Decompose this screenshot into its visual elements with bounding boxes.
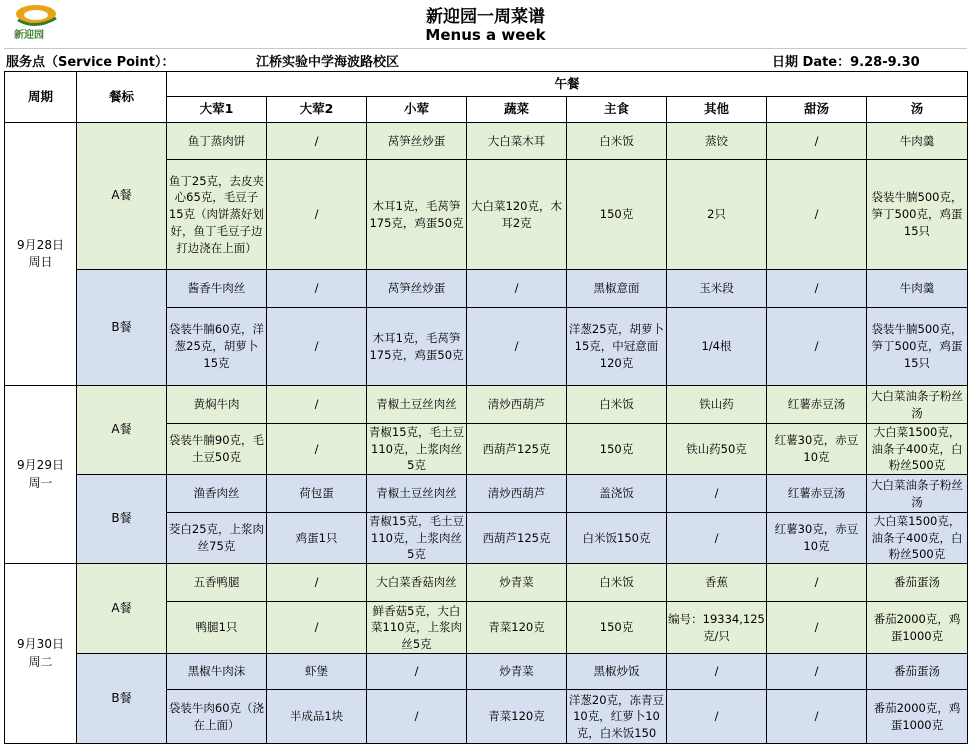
header-dish-small-meat: 小荤 xyxy=(367,97,467,123)
menu-row xyxy=(5,123,968,160)
meal-label: B餐 xyxy=(77,475,167,564)
day-cell xyxy=(5,123,77,386)
page-subtitle: Menus a week xyxy=(425,26,546,44)
menu-row xyxy=(5,270,968,308)
dish-name-cell: 白米饭 xyxy=(567,123,667,160)
dish-spec-cell: / xyxy=(267,308,367,386)
dish-spec-cell: 鸡蛋1只 xyxy=(267,513,367,564)
dish-spec-cell: / xyxy=(367,690,467,744)
dish-name-cell: 牛肉羹 xyxy=(867,123,968,160)
dish-name-cell: 莴笋丝炒蛋 xyxy=(367,270,467,308)
logo-text: 新迎园 xyxy=(14,30,44,41)
dish-name-cell: 大白菜油条子粉丝汤 xyxy=(867,475,968,513)
dish-name-cell: 盖浇饭 xyxy=(567,475,667,513)
dish-spec-cell: / xyxy=(267,160,367,270)
dish-spec-cell: 鲜香菇5克，大白菜110克，上浆肉丝5克 xyxy=(367,602,467,654)
dish-spec-cell: 青菜120克 xyxy=(467,690,567,744)
menu-row xyxy=(5,475,968,513)
dish-name-cell: / xyxy=(767,270,867,308)
header-dish-staple: 主食 xyxy=(567,97,667,123)
header-dish-big-meat-2: 大荤2 xyxy=(267,97,367,123)
service-point-value: 江桥实验中学海波路校区 xyxy=(256,55,400,70)
dish-name-cell: / xyxy=(267,270,367,308)
dish-spec-cell: / xyxy=(767,160,867,270)
day-cell xyxy=(5,564,77,744)
dish-name-cell: 番茄蛋汤 xyxy=(867,654,968,690)
header-dish-soup: 汤 xyxy=(867,97,968,123)
dish-spec-cell: 半成品1块 xyxy=(267,690,367,744)
dish-spec-cell: 青菜120克 xyxy=(467,602,567,654)
dish-spec-cell: 白米饭150克 xyxy=(567,513,667,564)
dish-name-cell: 黑椒炒饭 xyxy=(567,654,667,690)
dish-spec-cell: 编号：19334,125克/只 xyxy=(667,602,767,654)
dish-spec-cell: 茭白25克，上浆肉丝75克 xyxy=(167,513,267,564)
dish-spec-cell: 鸭腿1只 xyxy=(167,602,267,654)
day-cell xyxy=(5,386,77,564)
dish-name-cell: 番茄蛋汤 xyxy=(867,564,968,602)
day-weekday: 周二 xyxy=(28,654,53,669)
dish-name-cell: 大白菜木耳 xyxy=(467,123,567,160)
dish-spec-cell: 番茄2000克，鸡蛋1000克 xyxy=(867,690,968,744)
dish-name-cell: 蒸饺 xyxy=(667,123,767,160)
dish-spec-cell: 1/4根 xyxy=(667,308,767,386)
menu-row xyxy=(5,564,968,602)
header-dish-other: 其他 xyxy=(667,97,767,123)
dish-spec-cell: 袋装牛肉60克（浇在上面） xyxy=(167,690,267,744)
dish-name-cell: / xyxy=(767,564,867,602)
dish-name-cell: / xyxy=(267,123,367,160)
dish-spec-cell: 大白菜1500克，油条子400克，白粉丝500克 xyxy=(867,513,968,564)
dish-spec-cell: 红薯30克，赤豆10克 xyxy=(767,424,867,475)
dish-name-cell: / xyxy=(667,475,767,513)
dish-spec-cell: 大白菜120克，木耳2克 xyxy=(467,160,567,270)
dish-spec-cell: 袋装牛腩500克，笋丁500克，鸡蛋15只 xyxy=(867,308,968,386)
page-title: 新迎园一周菜谱 xyxy=(426,7,545,27)
meal-label: A餐 xyxy=(77,564,167,654)
dish-name-cell: 黑椒意面 xyxy=(567,270,667,308)
dish-spec-cell: / xyxy=(767,308,867,386)
dish-spec-cell: 150克 xyxy=(567,160,667,270)
dish-spec-cell: 西葫芦125克 xyxy=(467,513,567,564)
header-dish-vegetable: 蔬菜 xyxy=(467,97,567,123)
dish-spec-cell: 袋装牛腩500克，笋丁500克，鸡蛋15只 xyxy=(867,160,968,270)
dish-name-cell: 玉米段 xyxy=(667,270,767,308)
day-weekday: 周一 xyxy=(28,475,53,490)
dish-name-cell: 炒青菜 xyxy=(467,564,567,602)
menu-table xyxy=(4,71,968,744)
menu-row xyxy=(5,386,968,424)
dish-spec-cell: 番茄2000克，鸡蛋1000克 xyxy=(867,602,968,654)
day-date: 9月28日 xyxy=(17,237,64,252)
dish-name-cell: 五香鸭腿 xyxy=(167,564,267,602)
menu-row xyxy=(5,654,968,690)
meal-label: A餐 xyxy=(77,386,167,475)
day-date: 9月30日 xyxy=(17,637,64,652)
dish-spec-cell: 西葫芦125克 xyxy=(467,424,567,475)
service-point-label: 服务点（Service Point）： xyxy=(6,55,175,70)
dish-spec-cell: / xyxy=(667,690,767,744)
dish-name-cell: 红薯赤豆汤 xyxy=(767,475,867,513)
dish-spec-cell: 大白菜1500克，油条子400克，白粉丝500克 xyxy=(867,424,968,475)
dish-name-cell: / xyxy=(467,270,567,308)
dish-name-cell: / xyxy=(267,386,367,424)
dish-name-cell: 白米饭 xyxy=(567,564,667,602)
header-dish-big-meat-1: 大荤1 xyxy=(167,97,267,123)
dish-name-cell: 炒青菜 xyxy=(467,654,567,690)
dish-spec-cell: / xyxy=(467,308,567,386)
dish-name-cell: / xyxy=(667,654,767,690)
header-divider xyxy=(4,48,967,49)
dish-spec-cell: 袋装牛腩60克，洋葱25克，胡萝卜15克 xyxy=(167,308,267,386)
dish-name-cell: 白米饭 xyxy=(567,386,667,424)
dish-name-cell: 大白菜香菇肉丝 xyxy=(367,564,467,602)
dish-name-cell: 牛肉羹 xyxy=(867,270,968,308)
dish-spec-cell: 青椒15克，毛土豆110克，上浆肉丝5克 xyxy=(367,513,467,564)
dish-name-cell: 黄焖牛肉 xyxy=(167,386,267,424)
dish-name-cell: 香蕉 xyxy=(667,564,767,602)
dish-name-cell: 清炒西葫芦 xyxy=(467,386,567,424)
day-date: 9月29日 xyxy=(17,458,64,473)
header-meal-type: 餐标 xyxy=(77,72,167,123)
dish-spec-cell: 150克 xyxy=(567,424,667,475)
menu-body xyxy=(5,123,968,744)
dish-name-cell: / xyxy=(367,654,467,690)
header-week: 周期 xyxy=(5,72,77,123)
dish-name-cell: 大白菜油条子粉丝汤 xyxy=(867,386,968,424)
date-range: 日期 Date：9.28-9.30 xyxy=(772,55,920,70)
header-dish-dessert-soup: 甜汤 xyxy=(767,97,867,123)
day-weekday: 周日 xyxy=(28,255,53,269)
dish-spec-cell: / xyxy=(667,513,767,564)
dish-name-cell: 青椒土豆丝肉丝 xyxy=(367,386,467,424)
dish-spec-cell: 袋装牛腩90克，毛土豆50克 xyxy=(167,424,267,475)
dish-name-cell: 莴笋丝炒蛋 xyxy=(367,123,467,160)
dish-spec-cell: / xyxy=(767,690,867,744)
dish-spec-cell: 红薯30克，赤豆10克 xyxy=(767,513,867,564)
dish-name-cell: / xyxy=(767,654,867,690)
dish-name-cell: / xyxy=(767,123,867,160)
dish-spec-cell: 洋葱25克，胡萝卜15克，中冠意面120克 xyxy=(567,308,667,386)
dish-name-cell: 铁山药 xyxy=(667,386,767,424)
dish-name-cell: 荷包蛋 xyxy=(267,475,367,513)
dish-spec-cell: 铁山药50克 xyxy=(667,424,767,475)
meal-label: B餐 xyxy=(77,270,167,386)
header-lunch: 午餐 xyxy=(167,72,968,97)
dish-name-cell: 黑椒牛肉沫 xyxy=(167,654,267,690)
dish-spec-cell: / xyxy=(267,424,367,475)
dish-spec-cell: 鱼丁25克，去皮夹心65克，毛豆子15克（肉饼蒸好划好，鱼丁毛豆子边打边浇在上面） xyxy=(167,160,267,270)
dish-name-cell: 虾堡 xyxy=(267,654,367,690)
dish-spec-cell: 150克 xyxy=(567,602,667,654)
dish-spec-cell: 木耳1克，毛莴笋175克，鸡蛋50克 xyxy=(367,160,467,270)
dish-name-cell: / xyxy=(267,564,367,602)
dish-name-cell: 鱼丁蒸肉饼 xyxy=(167,123,267,160)
dish-spec-cell: 木耳1克，毛莴笋175克，鸡蛋50克 xyxy=(367,308,467,386)
meal-label: B餐 xyxy=(77,654,167,744)
dish-name-cell: 清炒西葫芦 xyxy=(467,475,567,513)
dish-spec-cell: / xyxy=(267,602,367,654)
dish-spec-cell: / xyxy=(767,602,867,654)
dish-name-cell: 红薯赤豆汤 xyxy=(767,386,867,424)
meal-label: A餐 xyxy=(77,123,167,270)
dish-name-cell: 酱香牛肉丝 xyxy=(167,270,267,308)
dish-name-cell: 青椒土豆丝肉丝 xyxy=(367,475,467,513)
dish-spec-cell: 青椒15克，毛土豆110克，上浆肉丝5克 xyxy=(367,424,467,475)
dish-name-cell: 渔香肉丝 xyxy=(167,475,267,513)
dish-spec-cell: 2只 xyxy=(667,160,767,270)
dish-spec-cell: 洋葱20克，冻青豆10克，红萝卜10克，白米饭150 xyxy=(567,690,667,744)
